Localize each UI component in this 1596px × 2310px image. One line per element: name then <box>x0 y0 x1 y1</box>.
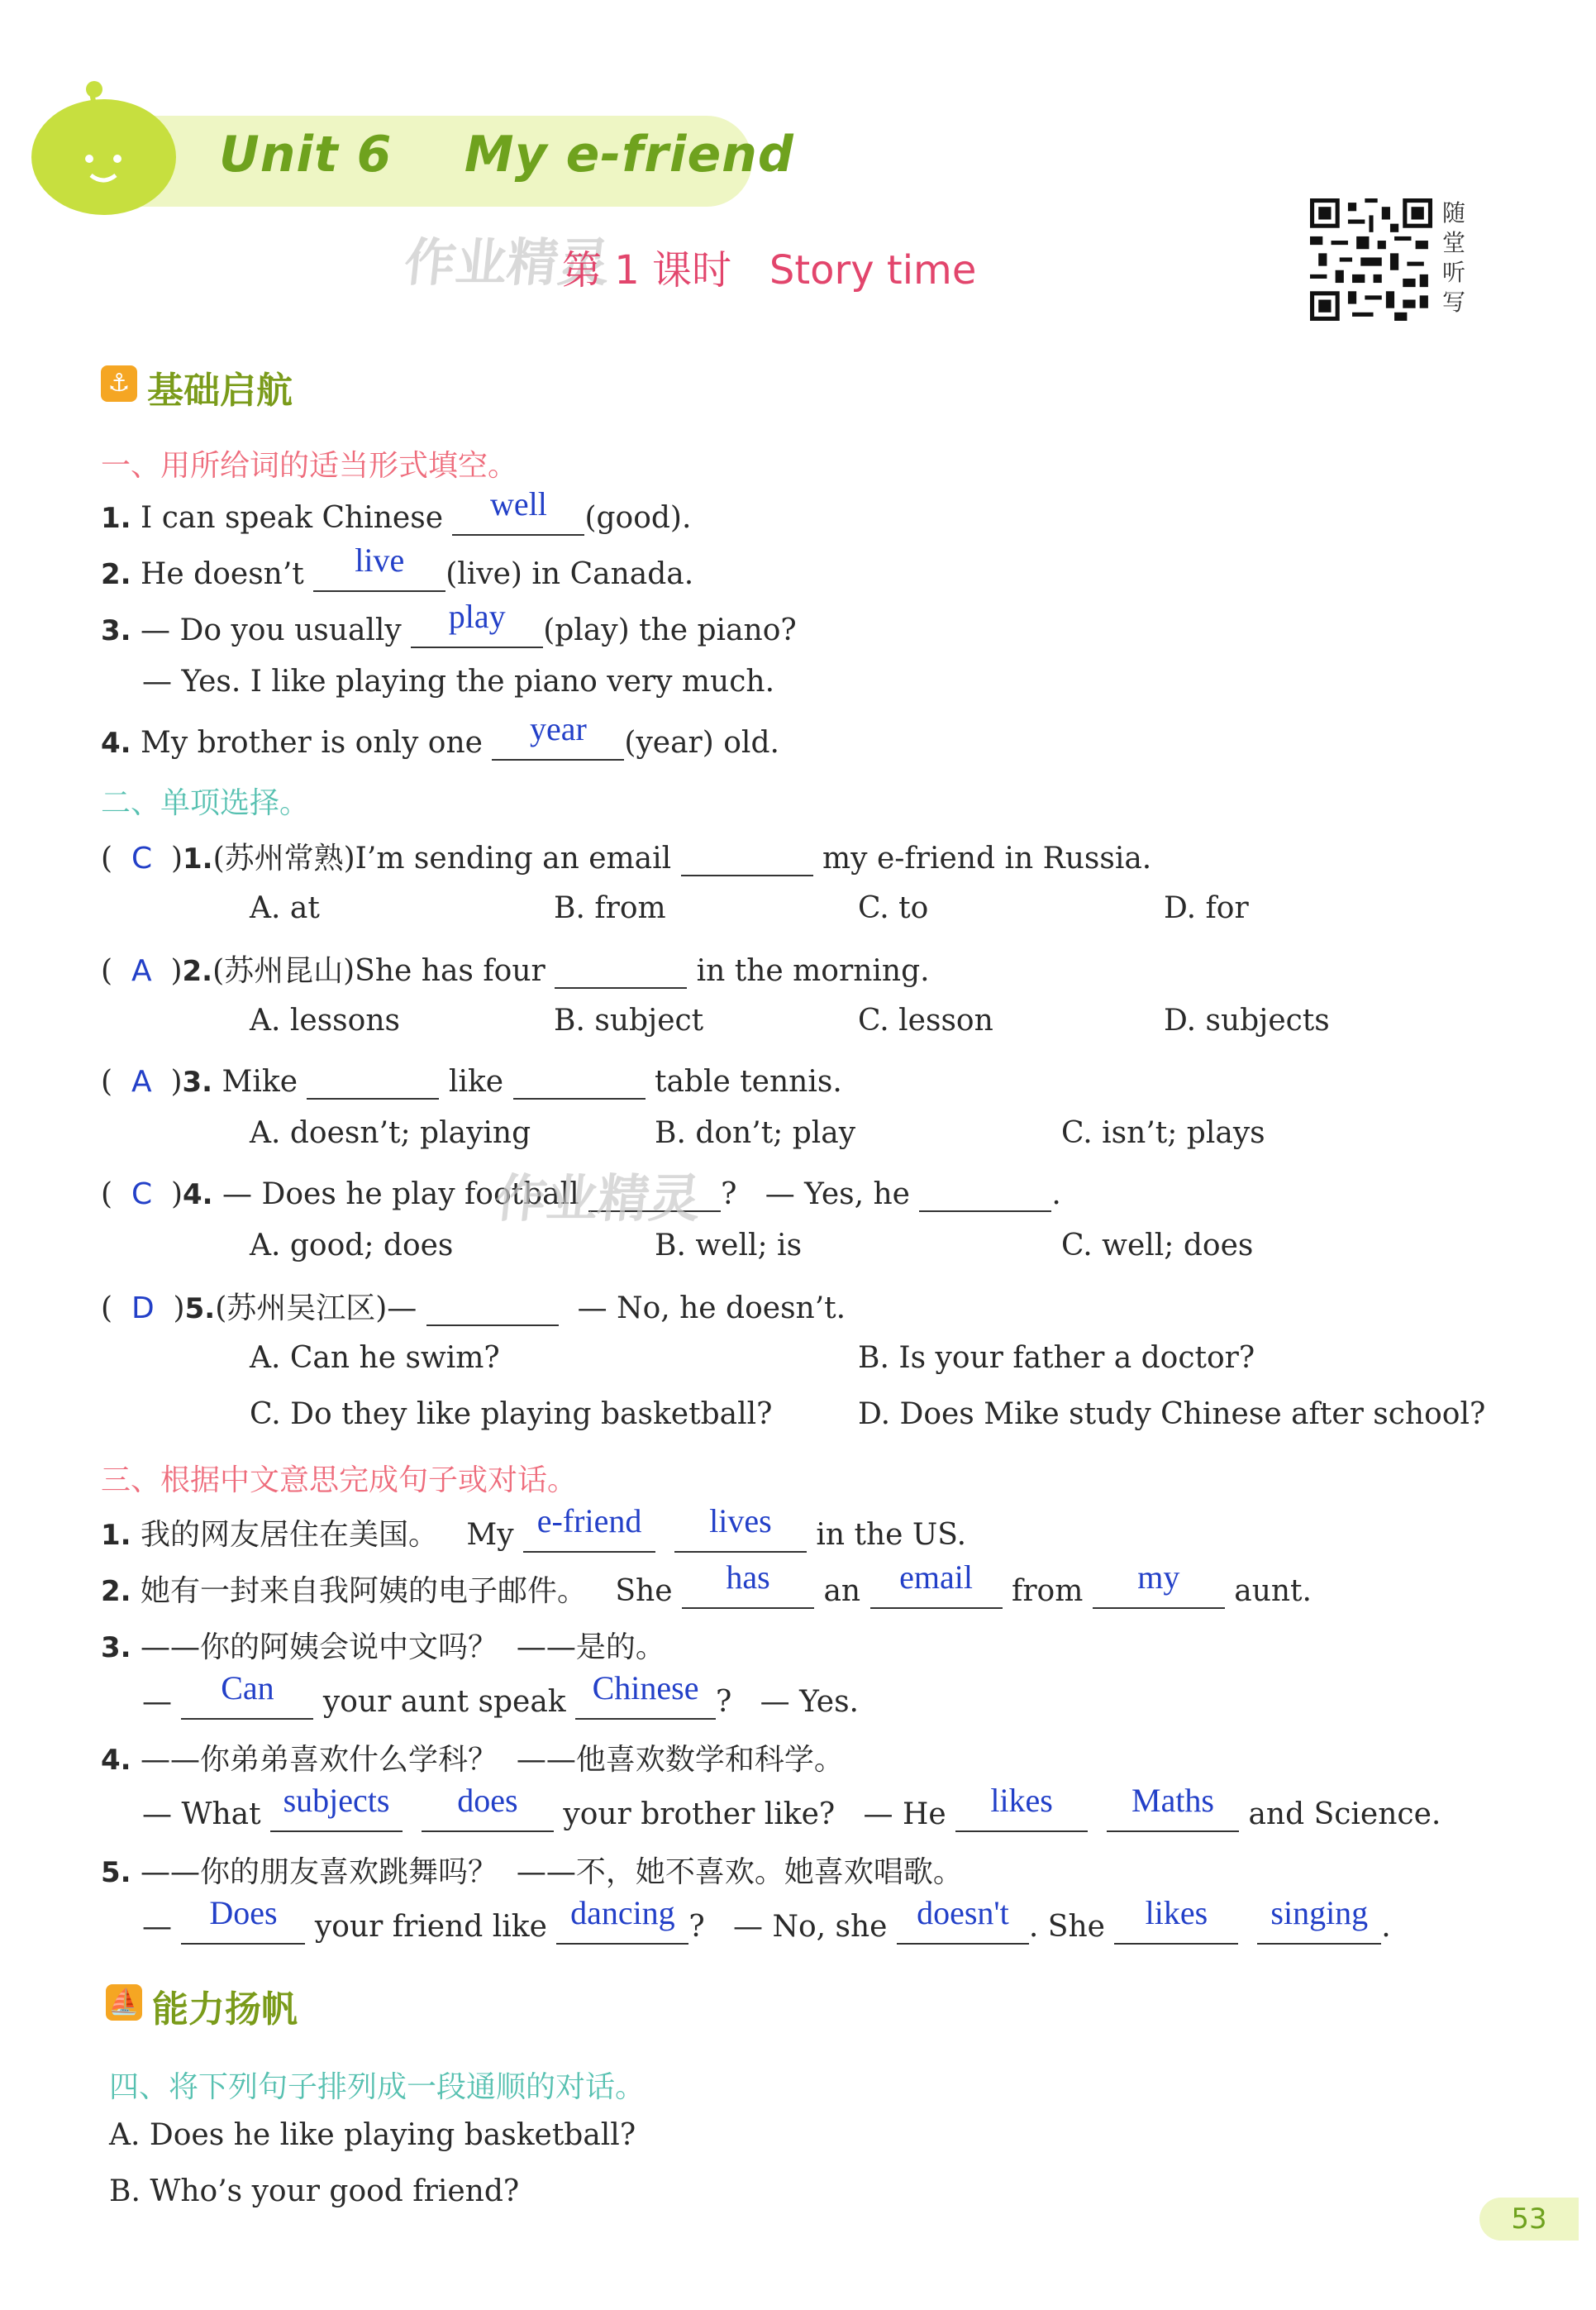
question-number: 5. <box>184 1292 216 1325</box>
option-b[interactable]: B. Is your father a doctor? <box>858 1341 1255 1375</box>
option-b[interactable]: B. don’t; play <box>655 1116 856 1150</box>
question-text: My brother is only one <box>141 726 493 760</box>
answer-blank[interactable] <box>426 1286 559 1326</box>
question-text: an <box>814 1574 870 1608</box>
question-text: your brother like? — He <box>553 1797 956 1831</box>
part1-heading: 一、用所给词的适当形式填空。 <box>101 449 518 483</box>
mascot-antenna-dot <box>86 81 102 98</box>
question-text: (苏州吴江区)— <box>215 1291 426 1325</box>
qr-caption-char: 堂 <box>1442 229 1466 256</box>
answer-blank[interactable] <box>555 949 687 989</box>
question-text: — What <box>142 1797 271 1831</box>
answer-text: year <box>529 710 587 747</box>
question-number: 3. <box>101 1631 131 1664</box>
question-text: (good). <box>584 501 692 535</box>
part3-q2 <box>101 1558 1312 1610</box>
page-number: 53 <box>1479 2198 1579 2241</box>
qr-code-pattern <box>1310 198 1432 321</box>
part3-q1 <box>101 1502 967 1554</box>
question-number: 4. <box>101 727 131 760</box>
question-text: in the US. <box>806 1518 967 1552</box>
part3-q5-answer <box>142 1894 1391 1945</box>
choice-answer: C <box>131 1177 153 1211</box>
part3-q3-answer <box>142 1669 859 1720</box>
option-a[interactable]: A. good; does <box>250 1229 454 1262</box>
question-text: — Do you usually <box>141 613 412 647</box>
answer-text: Maths <box>1131 1782 1214 1819</box>
part1-q1 <box>101 485 692 536</box>
answer-blank[interactable] <box>411 598 543 648</box>
answer-blank[interactable] <box>523 1502 655 1553</box>
answer-text: likes <box>1145 1894 1208 1931</box>
option-a[interactable]: A. Can he swim? <box>250 1341 500 1375</box>
option-a[interactable]: A. lessons <box>250 1004 400 1038</box>
qr-caption <box>1442 198 1467 317</box>
option-c[interactable]: C. isn’t; plays <box>1061 1116 1265 1150</box>
answer-blank[interactable] <box>575 1669 716 1720</box>
question-text: I can speak Chinese <box>141 501 453 535</box>
answer-text: dancing <box>570 1894 675 1931</box>
watermark: 作业精灵 <box>492 1168 704 1229</box>
option-b[interactable]: B. well; is <box>655 1229 803 1262</box>
lesson-name: Story time <box>769 247 977 294</box>
part2-heading: 二、单项选择。 <box>101 786 310 820</box>
option-c[interactable]: C. to <box>858 891 929 925</box>
option-c[interactable]: C. Do they like playing basketball? <box>250 1397 773 1431</box>
lesson-number: 第 1 课时 <box>562 247 732 294</box>
answer-text: my <box>1137 1558 1180 1596</box>
qr-caption-char: 随 <box>1442 199 1466 227</box>
mascot-icon <box>31 99 176 215</box>
answer-blank[interactable] <box>1093 1558 1225 1609</box>
sail-icon: ⛵ <box>106 1984 142 2021</box>
answer-text: subjects <box>283 1782 390 1819</box>
question-text: — <box>142 1685 182 1719</box>
answer-blank[interactable] <box>870 1558 1003 1609</box>
mascot-face <box>31 99 176 215</box>
question-text: She <box>615 1574 682 1608</box>
answer-text: Does <box>209 1894 278 1931</box>
answer-blank[interactable] <box>556 1894 688 1945</box>
option-a[interactable]: A. doesn’t; playing <box>250 1116 531 1150</box>
mc-q4: ( C )4. — Does he play football ? — Yes, he . <box>101 1172 1061 1212</box>
option-d[interactable]: D. subjects <box>1164 1004 1330 1038</box>
answer-text: likes <box>990 1782 1053 1819</box>
answer-text: has <box>726 1558 770 1596</box>
answer-blank[interactable] <box>681 837 813 876</box>
question-text: — Does he play football <box>222 1177 589 1211</box>
choice-answer: A <box>131 954 152 988</box>
answer-blank[interactable] <box>181 1669 313 1720</box>
question-text: Mike <box>222 1065 307 1099</box>
answer-blank[interactable] <box>1257 1894 1381 1945</box>
question-number: 2. <box>101 558 131 591</box>
option-b[interactable]: B. subject <box>554 1004 704 1038</box>
question-number: 1. <box>183 842 213 876</box>
answer-blank[interactable] <box>313 542 445 592</box>
unit-title: Unit 6 My e-friend <box>219 126 794 184</box>
watermark: 作业精灵 <box>401 232 613 293</box>
part3-q4-answer <box>142 1782 1441 1832</box>
answer-text: e-friend <box>536 1502 642 1539</box>
sentence-a: A. Does he like playing basketball? <box>109 2118 636 2152</box>
qr-caption-char: 听 <box>1442 259 1466 286</box>
question-text: . <box>1051 1177 1061 1211</box>
question-number: 1. <box>101 1519 131 1552</box>
answer-blank[interactable] <box>270 1782 403 1832</box>
answer-blank[interactable] <box>307 1060 439 1100</box>
answer-text: doesn't <box>917 1894 1009 1931</box>
question-text: like <box>439 1065 513 1099</box>
question-text: — No, he doesn’t. <box>558 1291 846 1325</box>
question-number: 5. <box>101 1856 131 1889</box>
mc-q5: ( D )5.(苏州吴江区)— — No, he doesn’t. <box>101 1285 846 1327</box>
question-text: table tennis. <box>645 1065 842 1099</box>
qr-caption-char: 写 <box>1442 289 1466 316</box>
mc-q1: ( C )1.(苏州常熟)I’m sending an email my e-friend in Russia. <box>101 835 1151 877</box>
question-text: . She <box>1028 1910 1115 1944</box>
question-text: and Science. <box>1239 1797 1441 1831</box>
answer-blank[interactable] <box>682 1558 814 1609</box>
answer-text: singing <box>1270 1894 1369 1931</box>
part1-q3 <box>101 598 797 648</box>
part3-q5 <box>101 1849 963 1891</box>
question-text: from <box>1002 1574 1093 1608</box>
choice-answer: A <box>131 1065 152 1099</box>
answer-text: play <box>448 598 506 635</box>
option-b[interactable]: B. from <box>554 891 666 925</box>
option-c[interactable]: C. lesson <box>858 1004 993 1038</box>
question-text: (live) in Canada. <box>445 557 694 591</box>
choice-answer: C <box>131 842 153 876</box>
answer-text: well <box>490 485 547 523</box>
answer-blank[interactable] <box>897 1894 1029 1945</box>
question-number: 3. <box>101 614 131 647</box>
part1-q2 <box>101 542 694 592</box>
answer-text: Can <box>221 1669 274 1706</box>
option-d[interactable]: D. Does Mike study Chinese after school? <box>858 1397 1486 1431</box>
chinese-prompt: ——你的阿姨会说中文吗？ ——是的。 <box>141 1630 665 1664</box>
question-text: in the morning. <box>687 954 930 988</box>
lesson-title <box>562 238 976 295</box>
anchor-icon: ⚓ <box>101 365 137 402</box>
section-title-ability: 能力扬帆 <box>152 1988 298 2031</box>
part4-heading: 四、将下列句子排列成一段通顺的对话。 <box>109 2070 646 2104</box>
question-text: (苏州昆山)She has four <box>212 954 555 988</box>
question-text: He doesn’t <box>141 557 314 591</box>
answer-blank[interactable] <box>1107 1782 1239 1832</box>
question-text: ? — Yes. <box>716 1685 859 1719</box>
option-c[interactable]: C. well; does <box>1061 1229 1254 1262</box>
answer-text: live <box>355 542 405 579</box>
part1-q3-reply: — Yes. I like playing the piano very much. <box>142 665 775 699</box>
question-number: 3. <box>182 1066 213 1099</box>
question-text: aunt. <box>1224 1574 1312 1608</box>
sentence-b: B. Who’s your good friend? <box>109 2174 520 2208</box>
section-title-basic: 基础启航 <box>147 370 293 412</box>
question-text: (year) old. <box>624 726 779 760</box>
qr-code-icon[interactable] <box>1310 198 1432 321</box>
option-a[interactable]: A. at <box>250 891 320 925</box>
answer-blank[interactable] <box>422 1782 554 1832</box>
chinese-prompt: ——你弟弟喜欢什么学科？ ——他喜欢数学和科学。 <box>141 1743 844 1777</box>
answer-blank[interactable] <box>452 485 584 536</box>
part1-q4 <box>101 710 779 761</box>
question-text: (play) the piano? <box>543 613 797 647</box>
question-number: 2. <box>101 1575 131 1608</box>
question-text: . <box>1381 1910 1391 1944</box>
part3-q4 <box>101 1736 844 1778</box>
part3-heading: 三、根据中文意思完成句子或对话。 <box>101 1463 578 1497</box>
answer-blank[interactable] <box>955 1782 1088 1832</box>
question-text: your friend like <box>305 1910 557 1944</box>
question-text: — <box>142 1910 182 1944</box>
answer-blank[interactable] <box>181 1894 305 1945</box>
question-text: ? — No, she <box>688 1910 897 1944</box>
answer-blank[interactable] <box>513 1060 646 1100</box>
answer-blank[interactable] <box>492 710 624 761</box>
question-number: 4. <box>101 1744 131 1777</box>
choice-answer: D <box>131 1291 155 1325</box>
chinese-prompt: 我的网友居住在美国。 <box>141 1518 439 1552</box>
question-number: 2. <box>182 955 213 988</box>
answer-text: lives <box>709 1502 772 1539</box>
answer-text: Chinese <box>592 1669 699 1706</box>
chinese-prompt: 她有一封来自我阿姨的电子邮件。 <box>141 1574 588 1608</box>
question-text: my e-friend in Russia. <box>812 842 1152 876</box>
question-text: ? — Yes, he <box>721 1177 920 1211</box>
answer-blank[interactable] <box>919 1172 1051 1212</box>
chinese-prompt: ——你的朋友喜欢跳舞吗？ ——不，她不喜欢。她喜欢唱歌。 <box>141 1855 963 1889</box>
option-d[interactable]: D. for <box>1164 891 1249 925</box>
question-number: 4. <box>183 1178 213 1211</box>
mc-q3: ( A )3. Mike like table tennis. <box>101 1060 842 1100</box>
answer-blank[interactable] <box>1114 1894 1238 1945</box>
part3-q3 <box>101 1624 665 1666</box>
answer-text: does <box>457 1782 518 1819</box>
mc-q2: ( A )2.(苏州昆山)She has four in the morning. <box>101 947 930 990</box>
question-text: your aunt speak <box>313 1685 576 1719</box>
question-number: 1. <box>101 502 131 535</box>
question-text: My <box>466 1518 524 1552</box>
answer-blank[interactable] <box>674 1502 807 1553</box>
answer-text: email <box>899 1558 973 1596</box>
question-text: (苏州常熟)I’m sending an email <box>212 842 681 876</box>
